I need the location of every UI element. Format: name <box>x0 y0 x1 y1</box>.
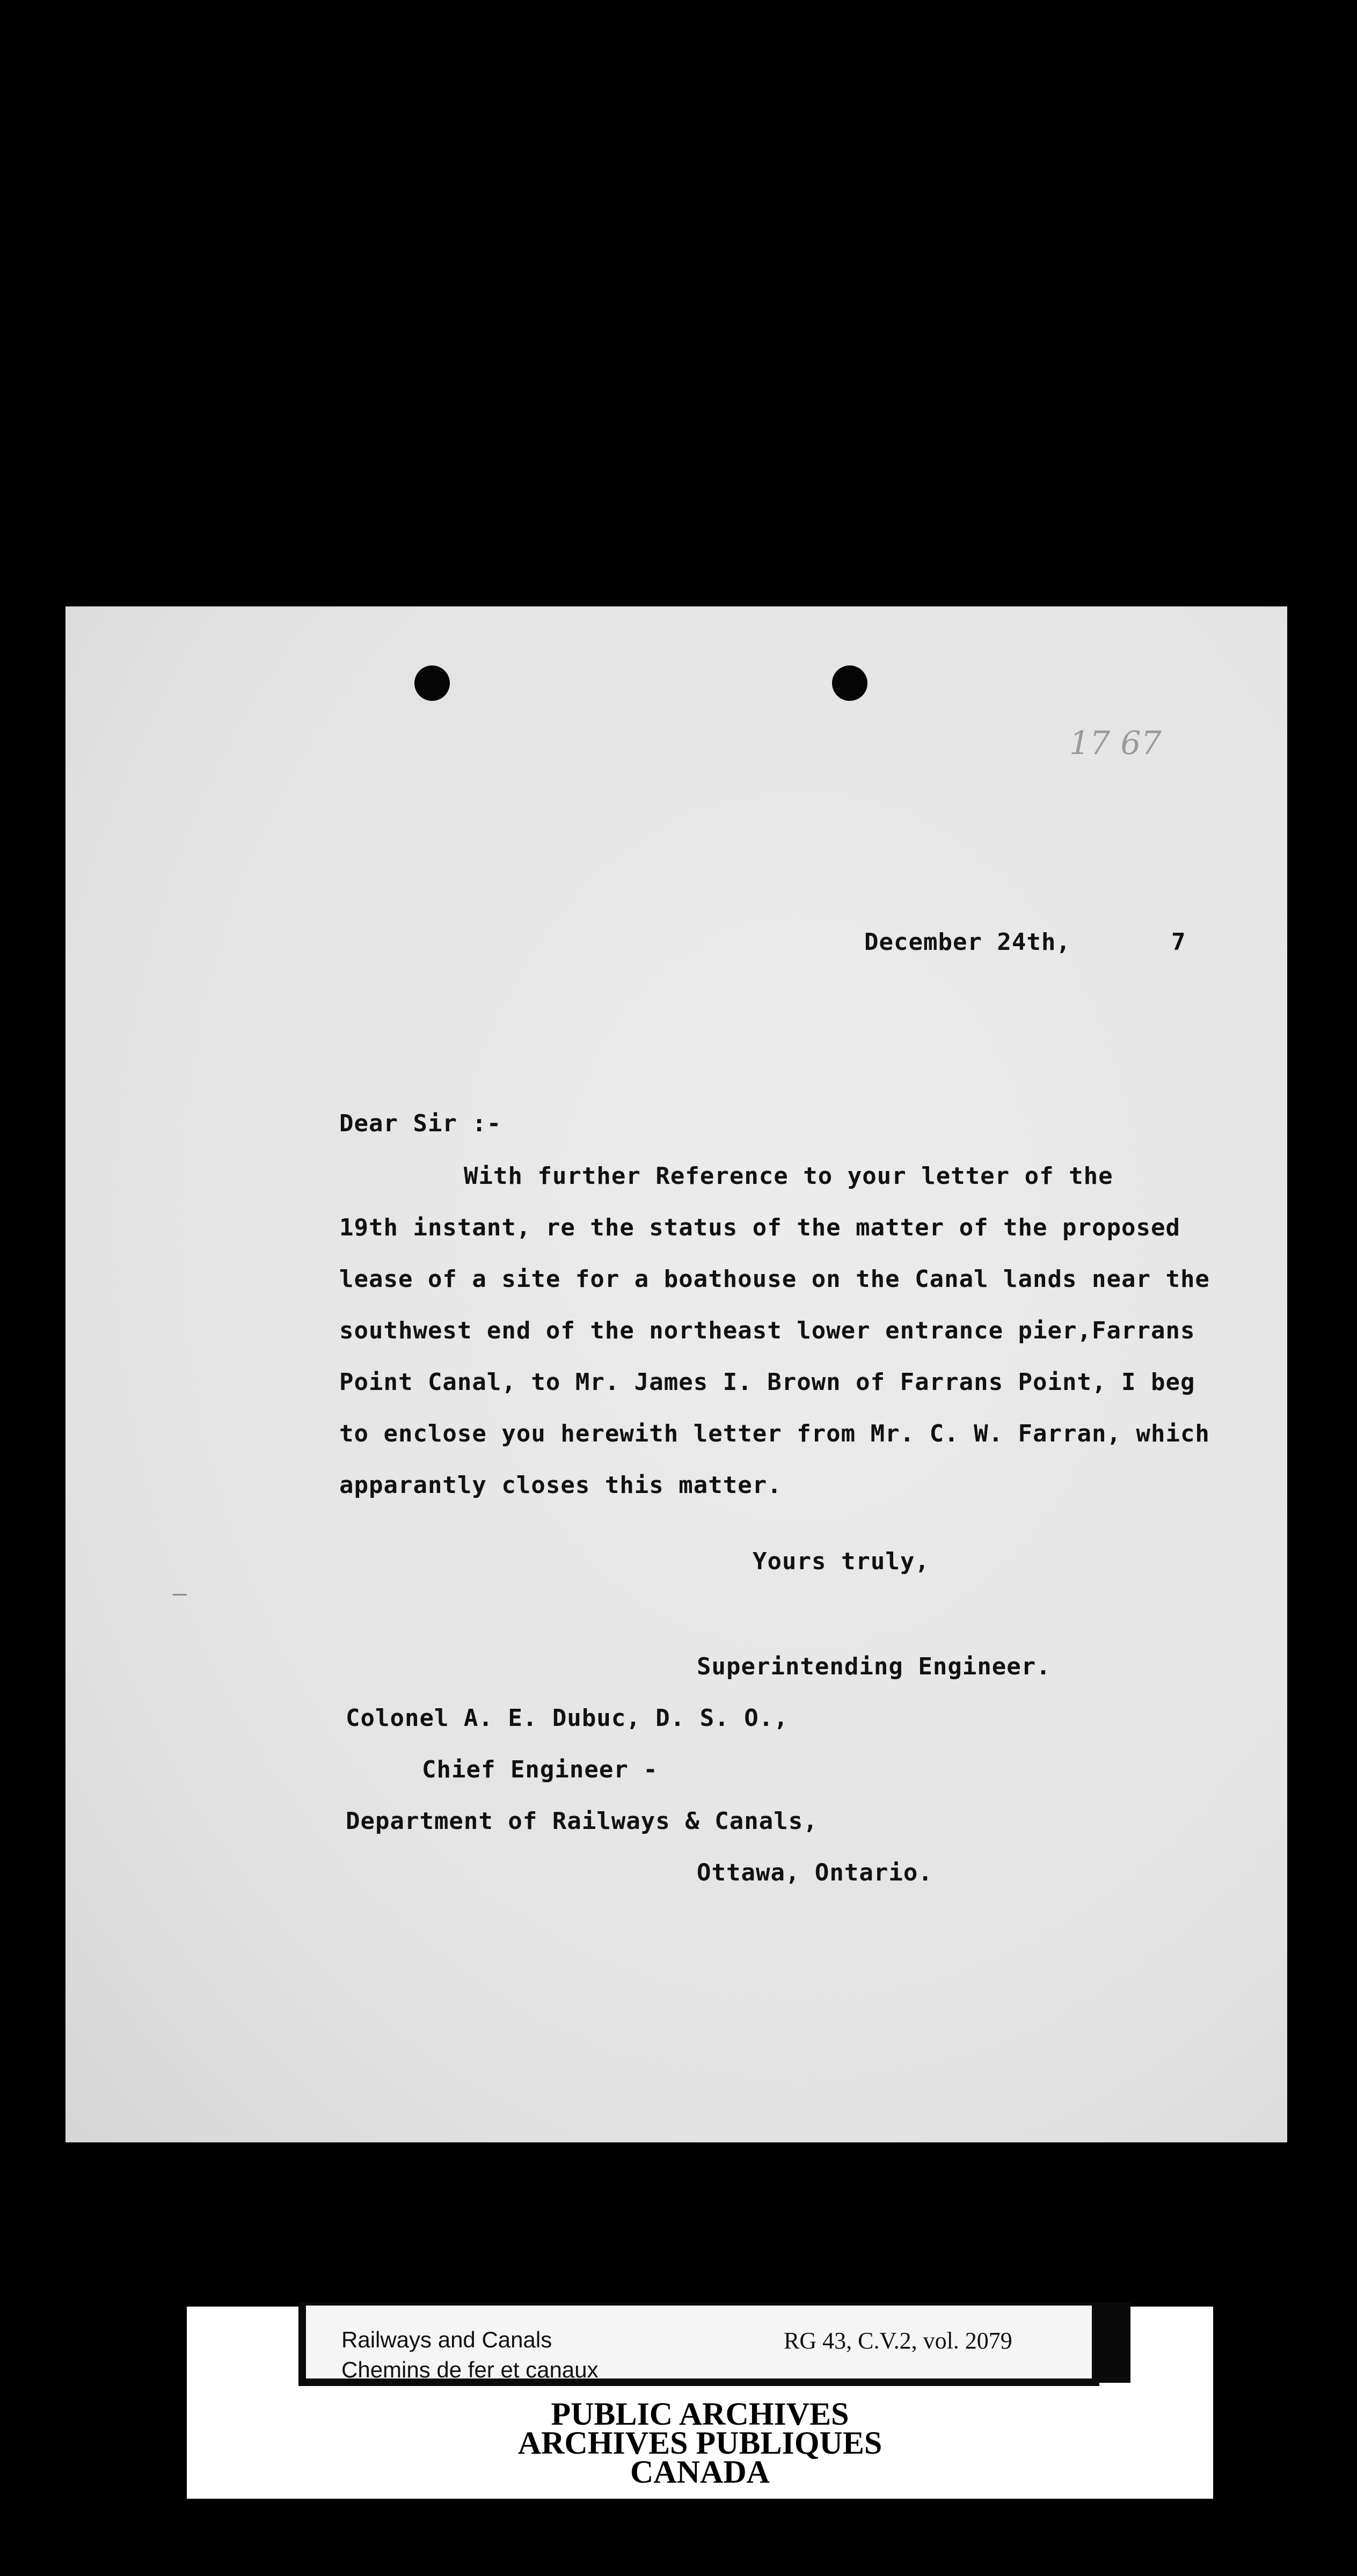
body-line: Point Canal, to Mr. James I. Brown of Farrans Point, I beg <box>339 1368 1195 1396</box>
body-line: 19th instant, re the status of the matter of the proposed <box>339 1214 1180 1241</box>
salutation: Dear Sir :- <box>339 1110 502 1137</box>
letter-page <box>65 606 1287 2142</box>
addressee-department: Department of Railways & Canals, <box>346 1807 818 1835</box>
handwritten-reference-mark: 17 67 <box>1069 724 1162 762</box>
punch-hole-left <box>414 665 450 701</box>
archive-label-tab <box>1096 2302 1130 2383</box>
body-line: to enclose you herewith letter from Mr. C. W. Farran, which <box>339 1420 1210 1447</box>
signature-title: Superintending Engineer. <box>697 1653 1051 1680</box>
body-line: apparantly closes this matter. <box>339 1472 782 1499</box>
letter-date: December 24th, <box>864 928 1071 956</box>
fonds-name-french: Chemins de fer et canaux <box>341 2357 599 2382</box>
addressee-title: Chief Engineer - <box>422 1756 658 1783</box>
letter-date-year: 7 <box>1171 928 1186 956</box>
addressee-name: Colonel A. E. Dubuc, D. S. O., <box>346 1704 789 1732</box>
closing: Yours truly, <box>753 1548 930 1575</box>
fonds-name-english: Railways and Canals <box>341 2327 552 2352</box>
institution-line-english: PUBLIC ARCHIVES <box>551 2396 849 2432</box>
body-line: southwest end of the northeast lower entrance pier,Farrans <box>339 1317 1195 1344</box>
addressee-city: Ottawa, Ontario. <box>697 1859 933 1886</box>
institution-line-country: CANADA <box>630 2454 770 2490</box>
body-line: With further Reference to your letter of the <box>464 1162 1113 1190</box>
institution-line-french: ARCHIVES PUBLIQUES <box>517 2425 882 2461</box>
body-line: lease of a site for a boathouse on the Canal lands near the <box>339 1265 1210 1293</box>
punch-hole-right <box>832 665 867 701</box>
archive-reference-code: RG 43, C.V.2, vol. 2079 <box>784 2328 1012 2354</box>
margin-mark <box>173 1594 187 1596</box>
